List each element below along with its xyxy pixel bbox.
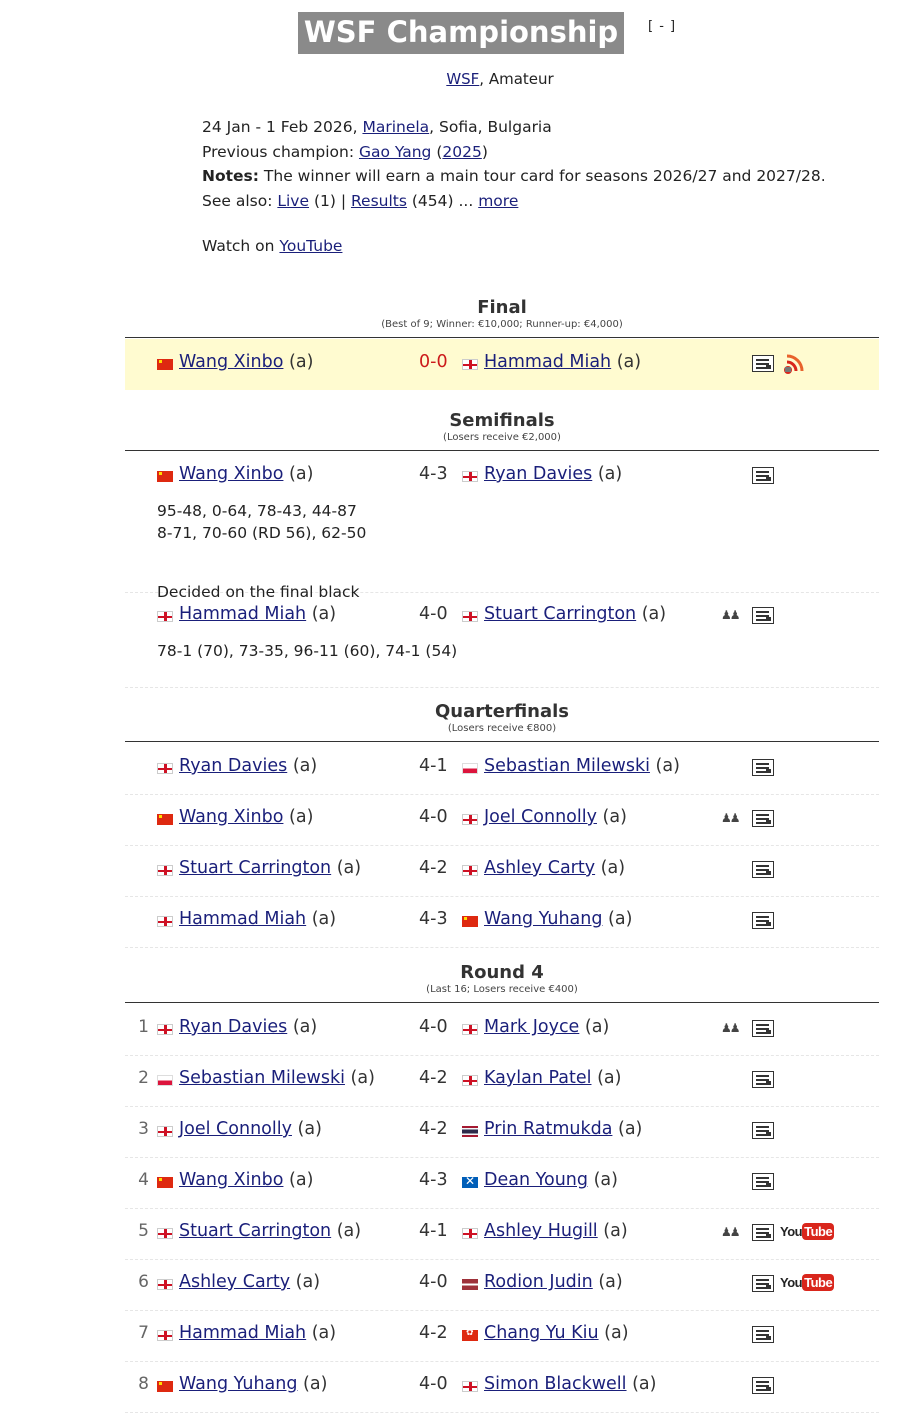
player-one — [157, 807, 313, 827]
player-one — [157, 464, 313, 484]
player-one-name[interactable]: Ryan Davies — [179, 756, 288, 776]
match-number: 1 — [138, 1017, 149, 1037]
venue-link[interactable]: Marinela — [362, 118, 430, 136]
watch-row — [202, 237, 342, 255]
player-two — [462, 1323, 629, 1343]
notes-label: Notes: — [202, 167, 259, 185]
match-number: 8 — [138, 1374, 149, 1394]
player-one-name[interactable]: Wang Xinbo — [179, 1170, 284, 1190]
round-prize-info: (Last 16; Losers receive €400) — [426, 984, 578, 995]
flag-cn-icon — [157, 1381, 173, 1392]
match-details-icon[interactable] — [752, 1173, 774, 1190]
tour-link[interactable]: WSF — [446, 70, 480, 88]
flag-en-icon — [157, 1024, 173, 1035]
player-two — [462, 1017, 609, 1037]
flag-en-icon — [462, 1228, 478, 1239]
flag-cn-icon — [157, 1177, 173, 1188]
player-two — [462, 352, 641, 372]
player-one — [157, 352, 313, 372]
player-two-name[interactable]: Hammad Miah — [484, 352, 612, 372]
notes-text: The winner will earn a main tour card for seasons 2026/27 and 2027/28. — [258, 167, 826, 185]
player-two-name[interactable]: Kaylan Patel — [484, 1068, 592, 1088]
amateur-tag: (a) — [303, 1374, 328, 1394]
player-one — [157, 909, 336, 929]
player-one — [157, 858, 361, 878]
flag-cn-icon — [157, 359, 173, 370]
flag-en-icon — [157, 865, 173, 876]
flag-en-icon — [462, 359, 478, 370]
flag-en-icon — [157, 1126, 173, 1137]
match-details-icon[interactable] — [752, 1224, 774, 1241]
player-two-name[interactable]: Stuart Carrington — [484, 604, 637, 624]
amateur-tag: (a) — [632, 1374, 657, 1394]
player-one — [157, 1068, 375, 1088]
more-link[interactable]: more — [478, 191, 519, 210]
player-two — [462, 1170, 618, 1190]
amateur-tag: (a) — [597, 464, 623, 484]
match-row — [125, 592, 879, 688]
player-two — [462, 1221, 628, 1241]
flag-th-icon — [462, 1126, 478, 1137]
match-score[interactable]: 4-1 — [419, 756, 448, 776]
amateur-tag: (a) — [602, 807, 627, 827]
amateur-tag: (a) — [616, 352, 642, 372]
match-score[interactable]: 4-3 — [419, 909, 448, 929]
player-two-name[interactable]: Sebastian Milewski — [484, 756, 650, 776]
amateur-tag: (a) — [641, 604, 667, 624]
player-one-name[interactable]: Wang Xinbo — [179, 807, 284, 827]
flag-en-icon — [157, 916, 173, 927]
match-row — [125, 339, 879, 390]
player-two — [462, 1119, 642, 1139]
amateur-tag: (a) — [289, 1170, 314, 1190]
player-one-name[interactable]: Sebastian Milewski — [179, 1068, 345, 1088]
player-two-name[interactable]: Rodion Judin — [484, 1272, 593, 1292]
frame-scores: 95-48, 0-64, 78-43, 44-87 — [157, 502, 357, 520]
youtube-icon[interactable] — [780, 1224, 834, 1239]
match-row — [125, 896, 879, 948]
match-score[interactable]: 4-0 — [419, 604, 448, 624]
match-row — [125, 1208, 879, 1260]
round-header — [125, 297, 879, 338]
previous-year-link[interactable]: 2025 — [442, 142, 482, 161]
player-one — [157, 1221, 361, 1241]
player-one-name[interactable]: Stuart Carrington — [179, 858, 332, 878]
player-one-name[interactable]: Hammad Miah — [179, 909, 307, 929]
match-details-icon[interactable] — [752, 607, 774, 624]
match-score[interactable]: 4-0 — [419, 1374, 448, 1394]
flag-en-icon — [462, 471, 478, 482]
amateur-tag: (a) — [336, 1221, 362, 1241]
match-details-icon[interactable] — [752, 355, 774, 372]
match-details-icon[interactable] — [752, 1275, 774, 1292]
flag-en-icon — [157, 611, 173, 622]
youtube-link[interactable]: YouTube — [279, 237, 343, 255]
notes-row — [202, 164, 826, 189]
amateur-tag: (a) — [289, 352, 314, 372]
match-number: 4 — [138, 1170, 149, 1190]
player-one — [157, 756, 317, 776]
player-one — [157, 1170, 313, 1190]
match-score[interactable]: 4-0 — [419, 807, 448, 827]
player-one-name[interactable]: Hammad Miah — [179, 604, 307, 624]
player-one — [157, 1119, 322, 1139]
match-details-icon[interactable] — [752, 759, 774, 776]
match-score[interactable]: 4-0 — [419, 1272, 448, 1292]
player-one — [157, 604, 336, 624]
round-title: Semifinals — [449, 410, 555, 431]
player-one-name[interactable]: Ryan Davies — [179, 1017, 288, 1037]
player-one-name[interactable]: Ashley Carty — [179, 1272, 291, 1292]
match-score[interactable]: 4-0 — [419, 1017, 448, 1037]
match-details-icon[interactable] — [752, 1122, 774, 1139]
match-number: 6 — [138, 1272, 149, 1292]
results-link[interactable]: Results — [350, 191, 407, 210]
frame-scores: 78-1 (70), 73-35, 96-11 (60), 74-1 (54) — [157, 642, 458, 660]
flag-en-icon — [462, 1381, 478, 1392]
flag-en-icon — [157, 1330, 173, 1341]
round-header — [125, 962, 879, 1003]
match-details-icon[interactable] — [752, 912, 774, 929]
player-one-name[interactable]: Hammad Miah — [179, 1323, 307, 1343]
player-two — [462, 464, 622, 484]
frame-scores: 8-71, 70-60 (RD 56), 62-50 — [157, 524, 367, 542]
player-one-name[interactable]: Joel Connolly — [179, 1119, 292, 1139]
watch-label: Watch on — [202, 237, 280, 255]
player-two-name[interactable]: Simon Blackwell — [484, 1374, 627, 1394]
amateur-tag: (a) — [603, 1221, 628, 1241]
youtube-you: You — [780, 1275, 803, 1290]
event-dates-row — [202, 115, 826, 140]
match-row — [125, 794, 879, 846]
see-also-row — [202, 189, 826, 214]
player-two-name[interactable]: Joel Connolly — [484, 807, 597, 827]
match-row — [125, 1157, 879, 1209]
player-two-name[interactable]: Chang Yu Kiu — [484, 1323, 599, 1343]
flag-pl-icon — [462, 763, 478, 774]
live-count: (1) | — [309, 191, 351, 210]
tour-type: , Amateur — [479, 70, 554, 88]
player-two-name[interactable]: Mark Joyce — [484, 1017, 580, 1037]
player-one-name[interactable]: Wang Xinbo — [179, 352, 284, 372]
amateur-tag: (a) — [598, 1272, 623, 1292]
match-row — [125, 1310, 879, 1362]
match-score[interactable]: 4-2 — [419, 858, 448, 878]
youtube-tube: Tube — [804, 1224, 833, 1239]
amateur-tag: (a) — [292, 756, 318, 776]
match-row — [125, 1259, 879, 1311]
flag-cn-icon — [157, 814, 173, 825]
round-header — [125, 410, 879, 451]
match-details-icon[interactable] — [752, 1020, 774, 1037]
flag-hk-icon — [462, 1330, 478, 1341]
player-one-name[interactable]: Stuart Carrington — [179, 1221, 332, 1241]
flag-sc-icon — [462, 1177, 478, 1188]
amateur-tag: (a) — [311, 1323, 337, 1343]
player-two — [462, 807, 627, 827]
event-info — [202, 115, 826, 213]
flag-en-icon — [462, 611, 478, 622]
match-score[interactable]: 4-3 — [419, 464, 448, 484]
amateur-tag: (a) — [600, 858, 626, 878]
match-score[interactable]: 4-1 — [419, 1221, 448, 1241]
youtube-you: You — [780, 1224, 803, 1239]
amateur-tag: (a) — [295, 1272, 321, 1292]
head-to-head-icon[interactable]: ♟♟ — [721, 1225, 739, 1239]
event-dates: 24 Jan - 1 Feb 2026, — [202, 118, 363, 136]
match-score[interactable]: 4-2 — [419, 1068, 448, 1088]
amateur-tag: (a) — [289, 464, 314, 484]
round-prize-info: (Losers receive €2,000) — [443, 432, 561, 443]
frame-scores: Decided on the final black — [157, 583, 360, 601]
player-one — [157, 1323, 336, 1343]
match-score[interactable]: 4-3 — [419, 1170, 448, 1190]
event-location: , Sofia, Bulgaria — [429, 118, 552, 136]
head-to-head-icon[interactable]: ♟♟ — [721, 608, 739, 622]
match-details-icon[interactable] — [752, 810, 774, 827]
live-link[interactable]: Live — [277, 191, 310, 210]
match-details-icon[interactable] — [752, 467, 774, 484]
flag-cn-icon — [157, 471, 173, 482]
match-details-icon[interactable] — [752, 1326, 774, 1343]
round-prize-info: (Best of 9; Winner: €10,000; Runner-up: €4,000) — [381, 319, 623, 330]
title-wrap — [0, 12, 922, 54]
results-count: (454) ... — [406, 191, 479, 210]
round-title: Final — [477, 297, 527, 318]
match-row — [125, 845, 879, 897]
round-title: Round 4 — [460, 962, 544, 983]
amateur-tag: (a) — [289, 807, 314, 827]
youtube-tube: Tube — [804, 1275, 833, 1290]
match-details-icon[interactable] — [752, 861, 774, 878]
amateur-tag: (a) — [292, 1017, 318, 1037]
amateur-tag: (a) — [597, 1068, 622, 1088]
match-number: 7 — [138, 1323, 149, 1343]
match-row — [125, 743, 879, 795]
match-row — [125, 1004, 879, 1056]
previous-champion-label: Previous champion: — [202, 142, 359, 161]
player-two-name[interactable]: Ashley Hugill — [484, 1221, 598, 1241]
flag-en-icon — [462, 814, 478, 825]
player-two — [462, 858, 625, 878]
match-number: 5 — [138, 1221, 149, 1241]
amateur-tag: (a) — [311, 604, 337, 624]
match-row — [125, 1055, 879, 1107]
player-two — [462, 1374, 657, 1394]
collapse-toggle[interactable]: [ - ] — [648, 19, 677, 34]
amateur-tag: (a) — [593, 1170, 618, 1190]
player-two — [462, 756, 680, 776]
match-details-icon[interactable] — [752, 1377, 774, 1394]
flag-en-icon — [157, 763, 173, 774]
flag-pl-icon — [157, 1075, 173, 1086]
flag-en-icon — [462, 1075, 478, 1086]
amateur-tag: (a) — [336, 858, 362, 878]
player-one — [157, 1374, 327, 1394]
player-two — [462, 909, 632, 929]
amateur-tag: (a) — [584, 1017, 610, 1037]
match-details-icon[interactable] — [752, 1071, 774, 1088]
round-header — [125, 701, 879, 742]
match-row — [125, 1361, 879, 1413]
flag-cn-icon — [462, 916, 478, 927]
amateur-tag: (a) — [350, 1068, 375, 1088]
player-two-name[interactable]: Ashley Carty — [484, 858, 596, 878]
amateur-tag: (a) — [604, 1323, 629, 1343]
see-also-label: See also: — [202, 191, 278, 210]
match-score[interactable]: 0-0 — [419, 352, 448, 372]
match-row — [125, 452, 879, 601]
amateur-tag: (a) — [655, 756, 680, 776]
player-two — [462, 1068, 621, 1088]
flag-en-icon — [462, 1024, 478, 1035]
player-one-name[interactable]: Wang Xinbo — [179, 464, 284, 484]
round-prize-info: (Losers receive €800) — [447, 723, 557, 734]
flag-en-icon — [462, 865, 478, 876]
player-two — [462, 604, 666, 624]
player-two-name[interactable]: Wang Yuhang — [484, 909, 603, 929]
flag-en-icon — [157, 1228, 173, 1239]
match-number: 2 — [138, 1068, 149, 1088]
live-scores-icon[interactable] — [783, 353, 807, 375]
player-one — [157, 1017, 317, 1037]
amateur-tag: (a) — [608, 909, 633, 929]
previous-champion-link[interactable]: Gao Yang — [358, 142, 432, 161]
player-one-name[interactable]: Wang Yuhang — [179, 1374, 298, 1394]
tour-line — [0, 70, 922, 88]
player-two-name[interactable]: Ryan Davies — [484, 464, 593, 484]
round-title: Quarterfinals — [434, 701, 569, 722]
youtube-icon[interactable] — [780, 1275, 834, 1290]
amateur-tag: (a) — [618, 1119, 643, 1139]
flag-en-icon — [157, 1279, 173, 1290]
player-one — [157, 1272, 320, 1292]
match-score[interactable]: 4-2 — [419, 1119, 448, 1139]
match-number: 3 — [138, 1119, 149, 1139]
player-two — [462, 1272, 623, 1292]
player-two-name[interactable]: Prin Ratmukda — [484, 1119, 613, 1139]
amateur-tag: (a) — [297, 1119, 322, 1139]
page-title: WSF Championship — [298, 12, 624, 54]
player-two-name[interactable]: Dean Young — [484, 1170, 588, 1190]
head-to-head-icon[interactable]: ♟♟ — [721, 1021, 739, 1035]
match-row — [125, 1106, 879, 1158]
amateur-tag: (a) — [311, 909, 337, 929]
head-to-head-icon[interactable]: ♟♟ — [721, 811, 739, 825]
match-score[interactable]: 4-2 — [419, 1323, 448, 1343]
previous-champion-row: Previous champion: Gao Yang (2025) — [202, 142, 488, 161]
flag-lv-icon — [462, 1279, 478, 1290]
